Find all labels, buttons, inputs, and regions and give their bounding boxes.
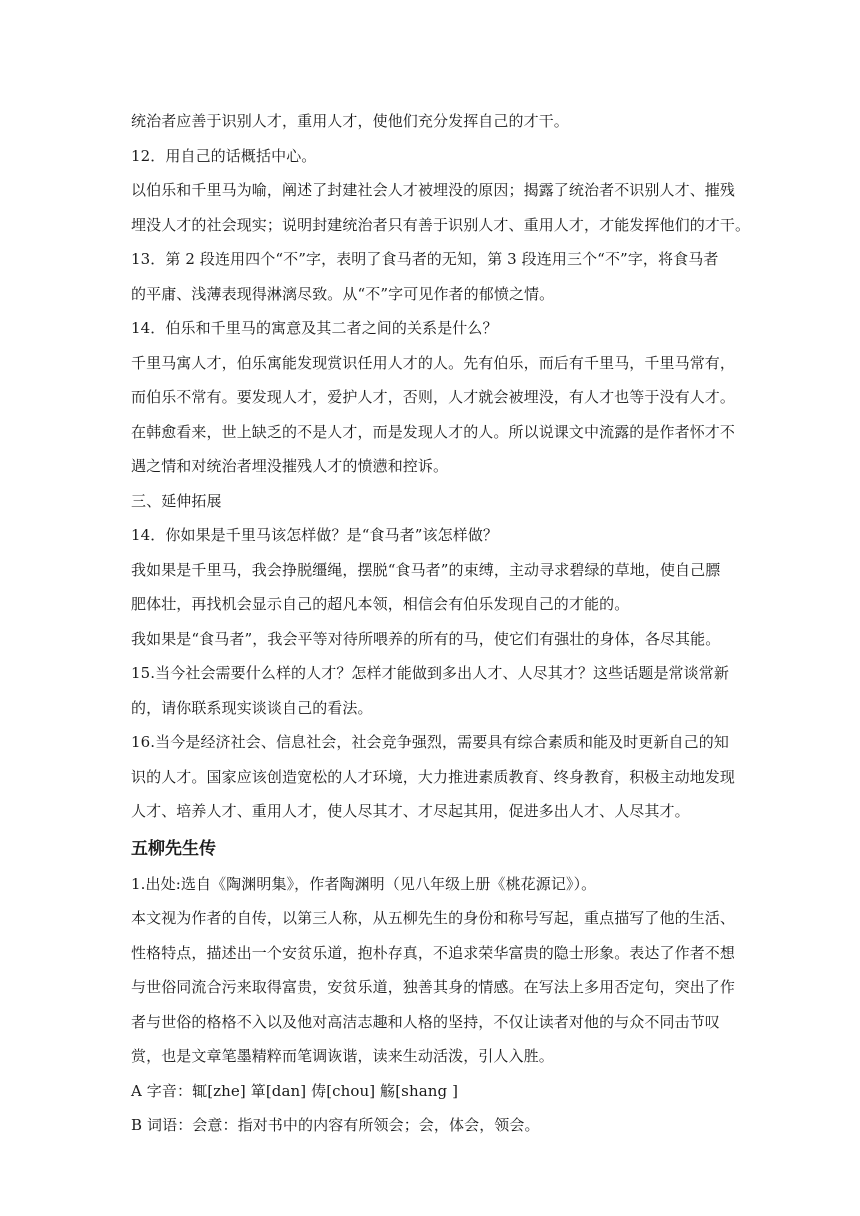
text-line: 人才、培养人才、重用人才，使人尽其才、才尽起其用，促进多出人才、人尽其才。 — [131, 802, 690, 820]
text-line: 赏，也是文章笔墨精粹而笔调诙谐，读来生动活泼，引人入胜。 — [131, 1047, 554, 1065]
question-14-line: 14．你如果是千里马该怎样做？是“食马者”该怎样做？ — [131, 526, 499, 544]
question-16-line: 16.当今是经济社会、信息社会，社会竞争强烈，需要具有综合素质和能及时更新自己的知 — [131, 733, 729, 751]
source-line: 1.出处:选自《陶渊明集》，作者陶渊明（见八年级上册《桃花源记》）。 — [131, 874, 597, 893]
question-14-line: 14．伯乐和千里马的寓意及其二者之间的关系是什么？ — [131, 319, 498, 337]
text-line: 统治者应善于识别人才，重用人才，使他们充分发挥自己的才干。 — [131, 112, 569, 130]
text-line: 我如果是“食马者”，我会平等对待所喂养的所有的马，使它们有强壮的身体，各尽其能。 — [131, 629, 721, 648]
text-line: 本文视为作者的自传，以第三人称，从五柳先生的身份和称号写起，重点描写了他的生活、 — [131, 909, 736, 927]
document-body — [131, 104, 751, 1143]
question-15-line: 15.当今社会需要什么样的人才？怎样才能做到多出人才、人尽其才？这些话题是常谈常新 — [131, 664, 729, 682]
text-line: 而伯乐不常有。要发现人才，爱护人才，否则，人才就会被埋没，有人才也等于没有人才。 — [131, 388, 736, 406]
text-line: 的平庸、浅薄表现得淋漓尽致。从“不”字可见作者的郁愤之情。 — [131, 284, 555, 303]
vocabulary-line: B 词语：会意：指对书中的内容有所领会；会，体会，领会。 — [131, 1116, 540, 1134]
text-line: 性格特点，描述出一个安贫乐道，抱朴存真，不追求荣华富贵的隐士形象。表达了作者不想 — [131, 943, 736, 962]
question-13-line: 13．第 2 段连用四个“不”字，表明了食马者的无知，第 3 段连用三个“不”字，将食马者 — [131, 250, 719, 268]
text-line: 我如果是千里马，我会挣脱缰绳，摆脱“食马者”的束缚，主动寻求碧绿的草地，使自己膘 — [131, 560, 721, 579]
text-line: 识的人才。国家应该创造宽松的人才环境，大力推进素质教育、终身教育，积极主动地发现 — [131, 767, 736, 786]
text-line: 遇之情和对统治者埋没摧残人才的愤懑和控诉。 — [131, 457, 449, 475]
text-line: 与世俗同流合污来取得富贵，安贫乐道，独善其身的情感。在写法上多用否定句，突出了作 — [131, 978, 736, 996]
text-line: 以伯乐和千里马为喻，阐述了封建社会人才被埋没的原因；揭露了统治者不识别人才、摧残 — [131, 181, 736, 199]
pronunciation-line: A 字音：辄[zhe] 箪[dan] 俦[chou] 觞[shang ] — [131, 1081, 459, 1100]
text-line: 肥体壮，再找机会显示自己的超凡本领，相信会有伯乐发现自己的才能的。 — [131, 595, 630, 613]
text-line: 者与世俗的格格不入以及他对高洁志趣和人格的坚持，不仅让读者对他的与众不同击节叹 — [131, 1012, 720, 1031]
text-line: 在韩愈看来，世上缺乏的不是人才，而是发现人才的人。所以说课文中流露的是作者怀才不 — [131, 422, 736, 441]
question-12-line: 12．用自己的话概括中心。 — [131, 146, 317, 165]
text-line: 埋没人才的社会现实；说明封建统治者只有善于识别人才、重用人才，才能发挥他们的才干。 — [131, 215, 751, 234]
section-title: 五柳先生传 — [131, 838, 216, 859]
text-line: 的，请你联系现实谈谈自己的看法。 — [131, 698, 373, 717]
text-line: 千里马寓人才，伯乐寓能发现赏识任用人才的人。先有伯乐，而后有千里马，千里马常有， — [131, 353, 736, 372]
section-subheading: 三、延伸拓展 — [131, 491, 222, 510]
